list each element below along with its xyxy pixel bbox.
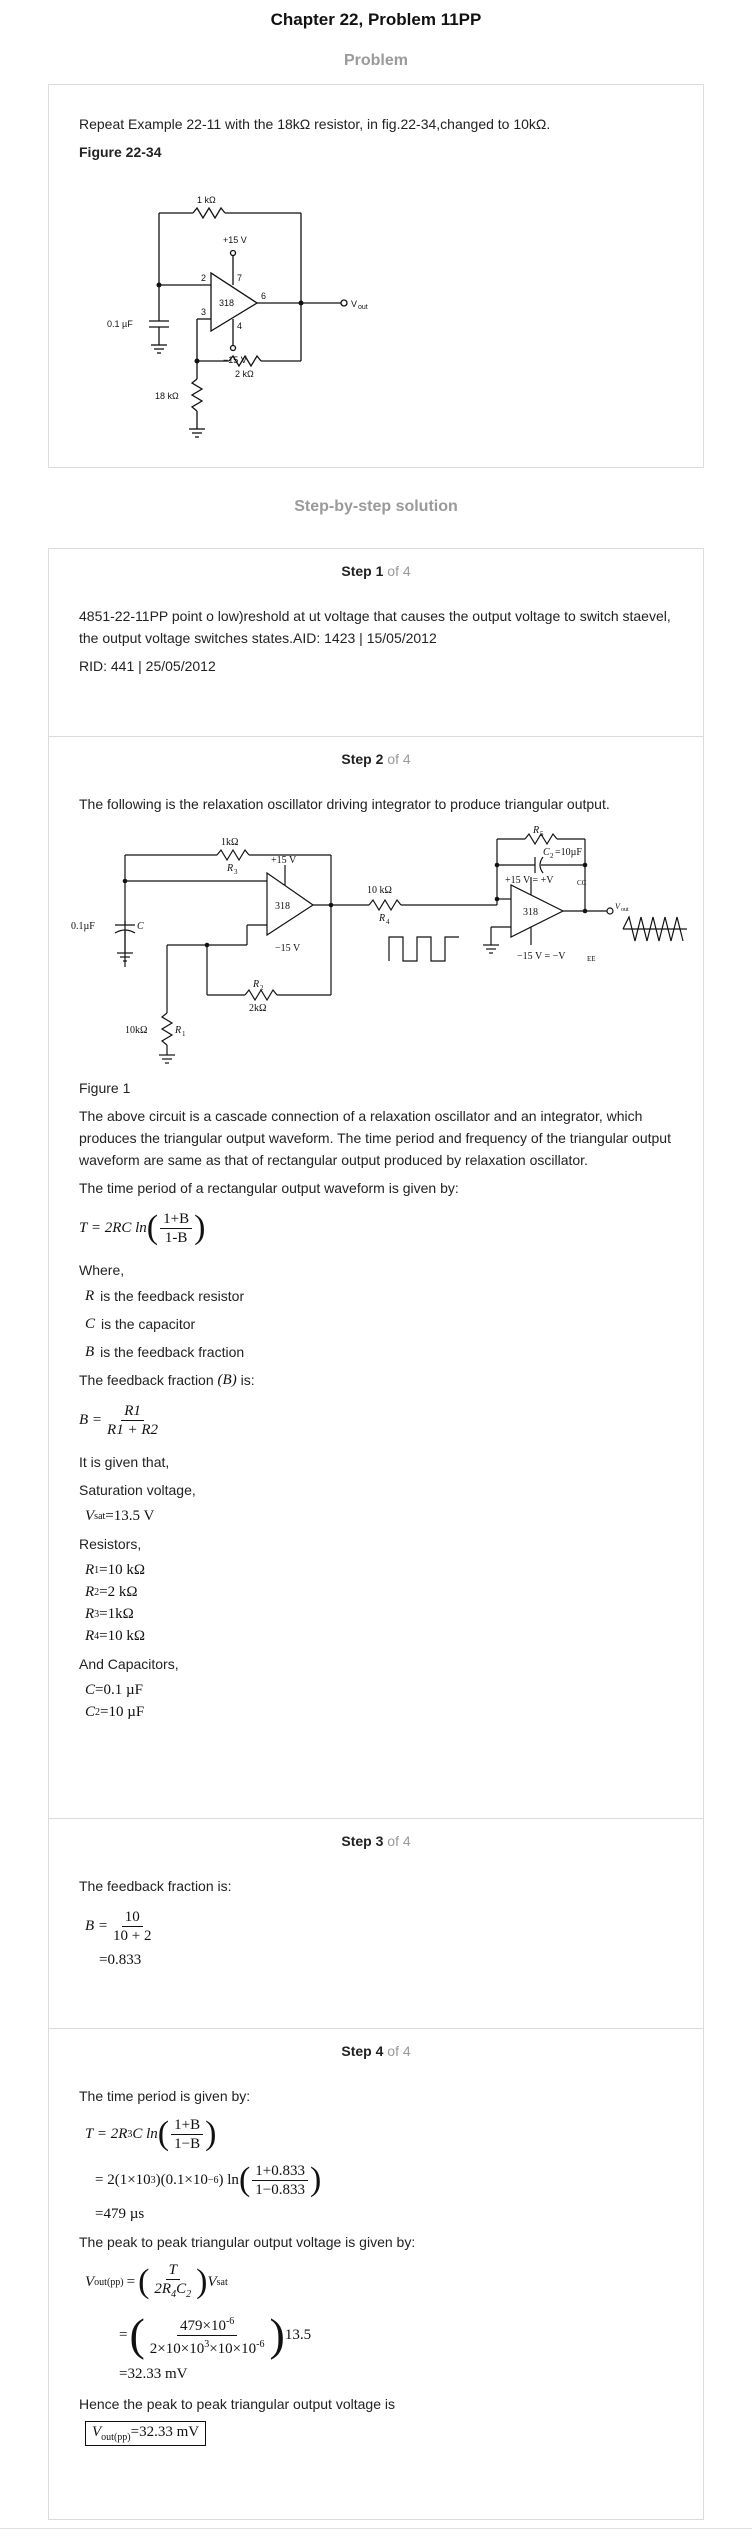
- step-4-text3: Hence the peak to peak triangular output voltage is: [79, 2396, 395, 2412]
- label-318: 318: [219, 298, 235, 308]
- label-minus15: −15 V: [275, 943, 301, 954]
- label-2k: 2 kΩ: [235, 369, 254, 379]
- label-pin2: 2: [201, 273, 207, 283]
- node: [495, 863, 500, 868]
- label-vee: −15 V = −V: [517, 951, 566, 962]
- equation-vout-line1: V out(pp) = ( $\frac{T}{2R_4C_2}$ ) V sat: [85, 2261, 228, 2300]
- page-title: Chapter 22, Problem 11PP: [270, 10, 482, 29]
- step-4-text2: The peak to peak triangular output voltage is given by:: [79, 2234, 416, 2250]
- resistor-item: R 4 =10 kΩ: [85, 1627, 146, 1644]
- label-vout-sub: out: [358, 304, 368, 311]
- label-plus15: +15 V: [271, 855, 297, 866]
- label-r1: R: [175, 1025, 182, 1036]
- given-text: It is given that,: [79, 1454, 170, 1470]
- page-bottom-rule: [0, 2528, 752, 2529]
- step-1-title: Step 1 of 4: [341, 563, 411, 579]
- period-result: =479 µs: [95, 2205, 145, 2222]
- resistor-r3: [217, 850, 249, 860]
- step-1-box: [48, 548, 704, 738]
- label-pin4: 4: [237, 321, 243, 331]
- equation-B: B = $\frac{R1}{R1 + R2}$: [79, 1402, 158, 1438]
- step-3-title: Step 3 of 4: [341, 1833, 411, 1849]
- output-terminal: [607, 908, 613, 914]
- label-r3-sub: 3: [234, 868, 238, 876]
- label-vcc: +15 V = +V: [505, 875, 554, 886]
- label-vee-sub: EE: [587, 955, 596, 963]
- resistor-list: [85, 1559, 673, 1647]
- step-4-box: [48, 2028, 704, 2520]
- label-18k: 18 kΩ: [155, 391, 179, 401]
- step-3-box: [48, 1818, 704, 2030]
- step-2-box: [48, 736, 704, 1820]
- label-c2-sub: 2: [550, 852, 554, 860]
- resistor-item: R 3 =1kΩ: [85, 1605, 134, 1622]
- terminal: [231, 251, 236, 256]
- label-minus15: −15 V: [223, 355, 247, 365]
- label-vout: V: [351, 299, 358, 309]
- where-label: Where,: [79, 1262, 125, 1278]
- final-answer-box: $V_{out(pp)}=32.33$ mV: [85, 2421, 206, 2446]
- label-vcc-sub: CC: [577, 879, 587, 887]
- where-item: R is the feedback resistor: [85, 1287, 245, 1304]
- step-1-text: 4851-22-11PP point o low)reshold at ut voltage that causes the output voltage to switch staevel, the output voltage switches states.AID: 1423 | 15/05/2012: [79, 608, 671, 646]
- label-10k: 10kΩ: [125, 1025, 148, 1036]
- label-r4: R: [379, 913, 386, 924]
- label-pin7: 7: [237, 273, 243, 283]
- opamp-318: [267, 873, 313, 935]
- resistor-18k: [192, 379, 202, 411]
- feedback-fraction-text: The feedback fraction (B) is:: [79, 1371, 255, 1388]
- step-4-title: Step 4 of 4: [341, 2043, 411, 2059]
- label-r1-sub: 1: [182, 1030, 186, 1038]
- where-item: B is the feedback fraction: [85, 1343, 245, 1360]
- label-cap-c: C: [137, 921, 144, 932]
- vout-result: =32.33 mV: [119, 2365, 188, 2382]
- resistor-item: R 1 =10 kΩ: [85, 1561, 146, 1578]
- square-wave: [389, 937, 459, 961]
- step-4-text1: The time period is given by:: [79, 2088, 251, 2104]
- label-r2: R: [253, 979, 260, 990]
- label-plus15: +15 V: [223, 235, 247, 245]
- resistor-r4: [369, 900, 401, 910]
- label-cap: 0.1 µF: [107, 319, 133, 329]
- step-1-rid: RID: 441 | 25/05/2012: [79, 658, 216, 674]
- equation-vout-line2: = ( $\frac{479\times 10^{-6}}{2\times 10\times 10^3\times 10\times 10^{-6}}$ ) 13.5: [119, 2309, 312, 2360]
- label-r2-sub: 2: [260, 984, 264, 992]
- label-r3: R: [227, 863, 234, 874]
- capacitor-item: C 2 =10 µF: [85, 1703, 145, 1720]
- node: [205, 943, 210, 948]
- label-318: 318: [275, 901, 290, 912]
- step-2-paragraph: The above circuit is a cascade connection of a relaxation oscillator and an integrator, which produces the triangular output waveform. The time period and frequency of the triangular output waveform are same as that of rectangular output produced by relaxation oscillator.: [79, 1108, 671, 1168]
- problem-text: Repeat Example 22-11 with the 18kΩ resistor, in fig.22-34,changed to 10kΩ.: [79, 116, 551, 132]
- label-pin3: 3: [201, 307, 207, 317]
- label-318b: 318: [523, 907, 538, 918]
- label-2k: 2kΩ: [249, 1003, 267, 1014]
- step-2-intro: The following is the relaxation oscillator driving integrator to produce triangular output.: [79, 796, 610, 812]
- problem-box: [48, 84, 704, 468]
- solution-heading: Step-by-step solution: [294, 498, 458, 515]
- capacitor-item: C =0.1 µF: [85, 1681, 143, 1698]
- terminal: [231, 346, 236, 351]
- label-1k: 1kΩ: [221, 837, 239, 848]
- problem-heading: Problem: [343, 52, 408, 69]
- resistor-item: R 2 =2 kΩ: [85, 1583, 138, 1600]
- b-result: =0.833: [99, 1951, 142, 1968]
- step-2-title: Step 2 of 4: [341, 751, 411, 767]
- node: [495, 897, 500, 902]
- capacitor-list: [85, 1679, 673, 1723]
- label-vout: V: [615, 902, 620, 911]
- where-item: C is the capacitor: [85, 1315, 196, 1332]
- equation-T-line1: T = 2R 3 C ln ( $\frac{1+B}{1-B}$ ): [85, 2115, 217, 2152]
- output-terminal: [341, 300, 347, 306]
- label-c2: C: [543, 847, 550, 858]
- label-cap: 0.1µF: [71, 921, 95, 932]
- resistors-label: Resistors,: [79, 1536, 142, 1552]
- node: [583, 909, 588, 914]
- label-1k: 1 kΩ: [197, 195, 216, 205]
- label-r5: R: [533, 825, 540, 836]
- label-10kb: 10 kΩ: [367, 885, 392, 896]
- node: [157, 283, 162, 288]
- equation-B-value: B = $\frac{10}{10 + 2}$: [85, 1908, 152, 1944]
- label-r4-sub: 4: [386, 918, 390, 926]
- label-vout-sub: out: [621, 907, 629, 913]
- resistor-r1: [162, 1013, 172, 1045]
- capacitors-label: And Capacitors,: [79, 1656, 179, 1672]
- circuit-figure-22-34: [97, 183, 368, 443]
- saturation-label: Saturation voltage,: [79, 1482, 196, 1498]
- vsat-value: V sat =13.5 V: [85, 1507, 155, 1524]
- step-3-text: The feedback fraction is:: [79, 1878, 232, 1894]
- where-list: [79, 1285, 673, 1363]
- node: [195, 359, 200, 364]
- label-pin6: 6: [261, 291, 267, 301]
- node: [329, 903, 334, 908]
- equation-T-line2: = 2(1×10 3 )(0.1×10 −6 ) ln ( $\frac{1+0.833}{1-0.833}$ ): [95, 2161, 322, 2198]
- final-answer: [85, 2421, 673, 2446]
- label-c2-val: =10µF: [555, 847, 582, 858]
- label-r5-sub: 5: [540, 830, 544, 838]
- period-text: The time period of a rectangular output waveform is given by:: [79, 1180, 459, 1196]
- figure-1-label: Figure 1: [79, 1080, 131, 1096]
- figure-label: Figure 22-34: [79, 144, 162, 160]
- circuit-figure-1: [67, 825, 687, 1065]
- node: [299, 301, 304, 306]
- node: [123, 879, 128, 884]
- equation-T: T = 2RC ln ( $\frac{1+B}{1-B}$ ): [79, 1209, 206, 1246]
- resistor-1k: [193, 208, 225, 218]
- node: [583, 863, 588, 868]
